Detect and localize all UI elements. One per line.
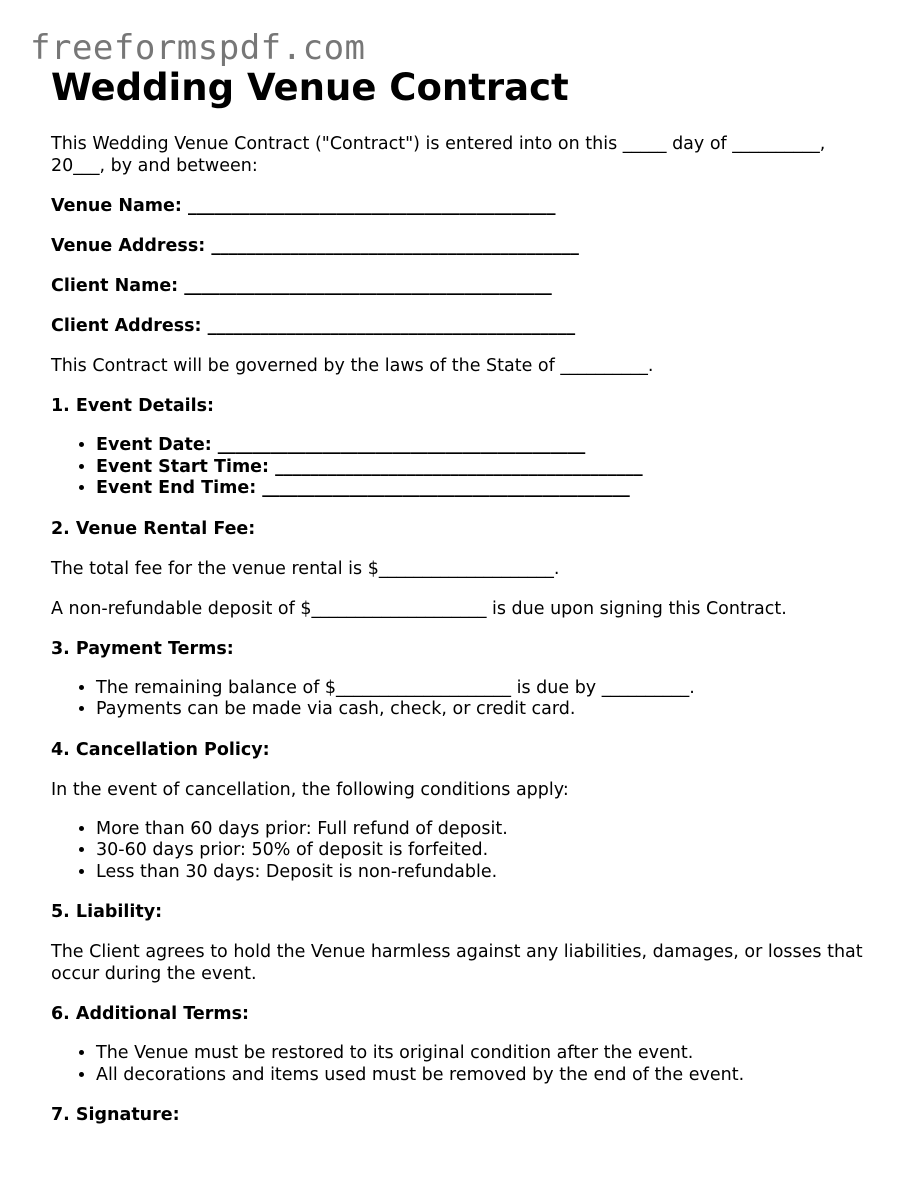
rental-fee-total: The total fee for the venue rental is $____________________. <box>51 558 560 579</box>
rental-fee-deposit: A non-refundable deposit of $____________________ is due upon signing this Contract. <box>51 598 787 619</box>
list-item: • The Venue must be restored to its original condition after the event. <box>96 1043 871 1065</box>
list-item: • 30-60 days prior: 50% of deposit is forfeited. <box>96 840 871 862</box>
list-item: • Event End Time: __________________________________________ <box>96 478 871 500</box>
intro-paragraph: This Wedding Venue Contract ("Contract") is entered into on this _____ day of __________, 20___, by and between: <box>51 134 826 176</box>
client-name-label: Client Name: __________________________________________ <box>51 276 552 296</box>
list-item: • Payments can be made via cash, check, or credit card. <box>96 699 871 721</box>
section-heading-payment-terms: 3. Payment Terms: <box>51 638 234 659</box>
section-heading-cancellation: 4. Cancellation Policy: <box>51 739 270 760</box>
list-item: • All decorations and items used must be removed by the end of the event. <box>96 1065 871 1087</box>
cancellation-list <box>51 819 871 884</box>
section-heading-event-details: 1. Event Details: <box>51 396 215 416</box>
list-item: • More than 60 days prior: Full refund of deposit. <box>96 819 871 841</box>
venue-address-label: Venue Address: __________________________________________ <box>51 236 579 256</box>
section-heading-signature: 7. Signature: <box>51 1105 180 1125</box>
venue-address-field <box>51 235 871 257</box>
liability-text: The Client agrees to hold the Venue harmless against any liabilities, damages, or losses that occur during the event. <box>51 942 863 984</box>
list-item: • Event Start Time: __________________________________________ <box>96 457 871 479</box>
document-body <box>51 64 871 1126</box>
section-heading-additional-terms: 6. Additional Terms: <box>51 1004 250 1024</box>
list-item: • The remaining balance of $____________________ is due by __________. <box>96 678 871 700</box>
document-title: Wedding Venue Contract <box>51 66 569 109</box>
payment-terms-list <box>51 678 871 721</box>
additional-terms-list <box>51 1043 871 1086</box>
list-item: • Less than 30 days: Deposit is non-refundable. <box>96 862 871 884</box>
section-heading-rental-fee: 2. Venue Rental Fee: <box>51 518 256 539</box>
cancellation-text: In the event of cancellation, the following conditions apply: <box>51 779 569 800</box>
section-heading-liability: 5. Liability: <box>51 902 163 922</box>
client-name-field <box>51 275 871 297</box>
governing-law-paragraph: This Contract will be governed by the laws of the State of __________. <box>51 356 654 376</box>
list-item: • Event Date: __________________________________________ <box>96 435 871 457</box>
client-address-field <box>51 315 871 337</box>
venue-name-label: Venue Name: __________________________________________ <box>51 196 556 216</box>
watermark: freeformspdf.com <box>30 28 366 68</box>
event-details-list <box>51 435 871 500</box>
client-address-label: Client Address: __________________________________________ <box>51 316 576 336</box>
venue-name-field <box>51 195 871 217</box>
